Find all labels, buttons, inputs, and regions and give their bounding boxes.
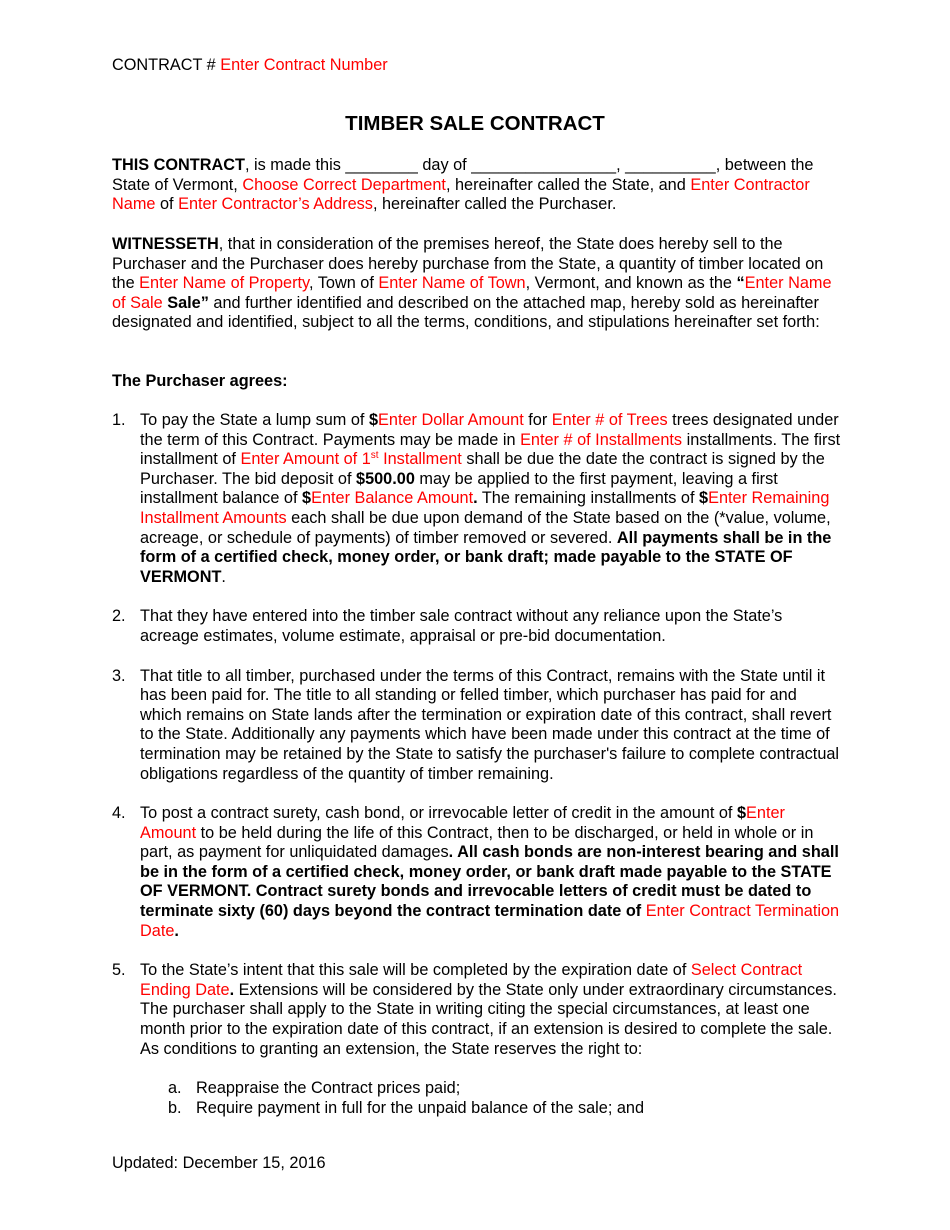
agreement-item-2: 2. That they have entered into the timber sale contract without any reliance upon the State’s acreage estimates, volume estimate, appraisal or pre-bid documentation. — [112, 607, 783, 645]
extension-conditions-list — [140, 1079, 842, 1118]
agreement-item-5: 5. To the State’s intent that this sale will be completed by the expiration date of Select Contract Ending Date. Extensions will be considered by the State only under extraordinary circumstances. The purchaser shall apply to the State in writing citing the special circumstances, at least one month prior to the expiration date of this contract, if an extension is desired to complete the sale. As conditions to granting an extension, the State reserves the right to: a. Reappraise the Contract prices paid; b. Require payment in full for the unpaid balance of the sale; and — [112, 961, 842, 1118]
bid-deposit-amount: $500.00 — [356, 469, 415, 488]
surety-amount-field[interactable]: Enter Amount — [140, 804, 785, 842]
termination-date-field[interactable]: Enter Contract Termination Date — [140, 902, 840, 940]
agreement-item-3: 3. That title to all timber, purchased under the terms of this Contract, remains with the State until it has been paid for. The title to all standing or felled timber, which purchaser has paid for and which remains on State lands after the termination or expiration date of this contract, shall revert to the State. Additionally any payments which have been made under this contract at the time of termination may be retained by the State to satisfy the purchaser's failure to complete contractual obligations regardless of the quantity of timber remaining. — [112, 666, 840, 783]
intro-paragraph: THIS CONTRACT, is made this ________ day of ________________, __________, between the State of Vermont, Choose Correct Department, hereinafter called the State, and Enter Contractor Name of Enter Contractor’s Address, hereinafter called the Purchaser. — [112, 156, 814, 214]
dollar-amount-field[interactable]: Enter Dollar Amount — [378, 411, 524, 429]
ending-date-field[interactable]: Select Contract Ending Date — [140, 961, 803, 999]
sale-name-field[interactable]: Enter Name of Sale — [112, 274, 832, 312]
agreement-item-1: 1. To pay the State a lump sum of $Enter Dollar Amount for Enter # of Trees trees designated under the term of this Contract. Payments may be made in Enter # of Installments installments. The first installment of Enter Amount of 1st Installment shall be due the date the contract is signed by the Purchaser. The bid deposit of $500.00 may be applied to the first payment, leaving a first installment balance of $Enter Balance Amount. The remaining installments of $Enter Remaining Installment Amounts each shall be due upon demand of the State based on the (*value, volume, acreage, or schedule of payments) of timber removed or severed. All payments shall be in the form of a certified check, money order, or bank draft; made payable to the STATE OF VERMONT. — [112, 411, 841, 586]
property-name-field[interactable]: Enter Name of Property — [139, 274, 309, 293]
town-name-field[interactable]: Enter Name of Town — [378, 274, 526, 293]
agreement-item-4: 4. To post a contract surety, cash bond, or irrevocable letter of credit in the amount of $Enter Amount to be held during the life of this Contract, then to be discharged, or held in whole or in part, as payment for unliquidated damages. All cash bonds are non-interest bearing and shall be in the form of a certified check, money order, or bank draft made payable to the STATE OF VERMONT. Contract surety bonds and irrevocable letters of credit must be dated to terminate sixty (60) days beyond the contract termination date of Enter Contract Termination Date. — [112, 804, 840, 940]
department-field[interactable]: Choose Correct Department — [242, 175, 446, 194]
extension-condition-a: a. Reappraise the Contract prices paid; — [168, 1079, 461, 1098]
balance-amount-field[interactable]: Enter Balance Amount — [311, 489, 474, 508]
number-of-installments-field[interactable]: Enter # of Installments — [520, 430, 683, 449]
contractor-address-field[interactable]: Enter Contractor’s Address — [178, 195, 373, 214]
purchaser-agrees-heading: The Purchaser agrees: — [112, 372, 288, 390]
contract-number-field[interactable]: Enter Contract Number — [220, 56, 388, 74]
extension-condition-b: b. Require payment in full for the unpaid balance of the sale; and — [168, 1098, 645, 1117]
document-title: TIMBER SALE CONTRACT — [345, 112, 605, 135]
contractor-name-field[interactable]: Enter Contractor Name — [112, 175, 810, 214]
remaining-installments-field[interactable]: Enter Remaining Installment Amounts — [140, 489, 830, 527]
updated-date: Updated: December 15, 2016 — [112, 1154, 326, 1172]
agreement-list — [112, 411, 842, 1138]
contract-number-line — [112, 56, 388, 76]
number-of-trees-field[interactable]: Enter # of Trees — [551, 411, 668, 429]
witnesseth-paragraph: WITNESSETH, that in consideration of the premises hereof, the State does hereby sell to the Purchaser and the Purchaser does hereby purchase from the State, a quantity of timber located on the Enter Name of Property, Town of Enter Name of Town, Vermont, and known as the “Enter Name of Sale Sale” and further identified and described on the attached map, hereby sold as hereinafter designated and identified, subject to all the terms, conditions, and stipulations hereinafter set forth: — [112, 235, 832, 332]
intro-lead: THIS CONTRACT — [112, 156, 245, 174]
contract-number-label: CONTRACT # — [112, 56, 221, 74]
witnesseth-lead: WITNESSETH — [112, 235, 219, 253]
first-installment-field[interactable]: Enter Amount of 1st Installment — [240, 450, 462, 469]
